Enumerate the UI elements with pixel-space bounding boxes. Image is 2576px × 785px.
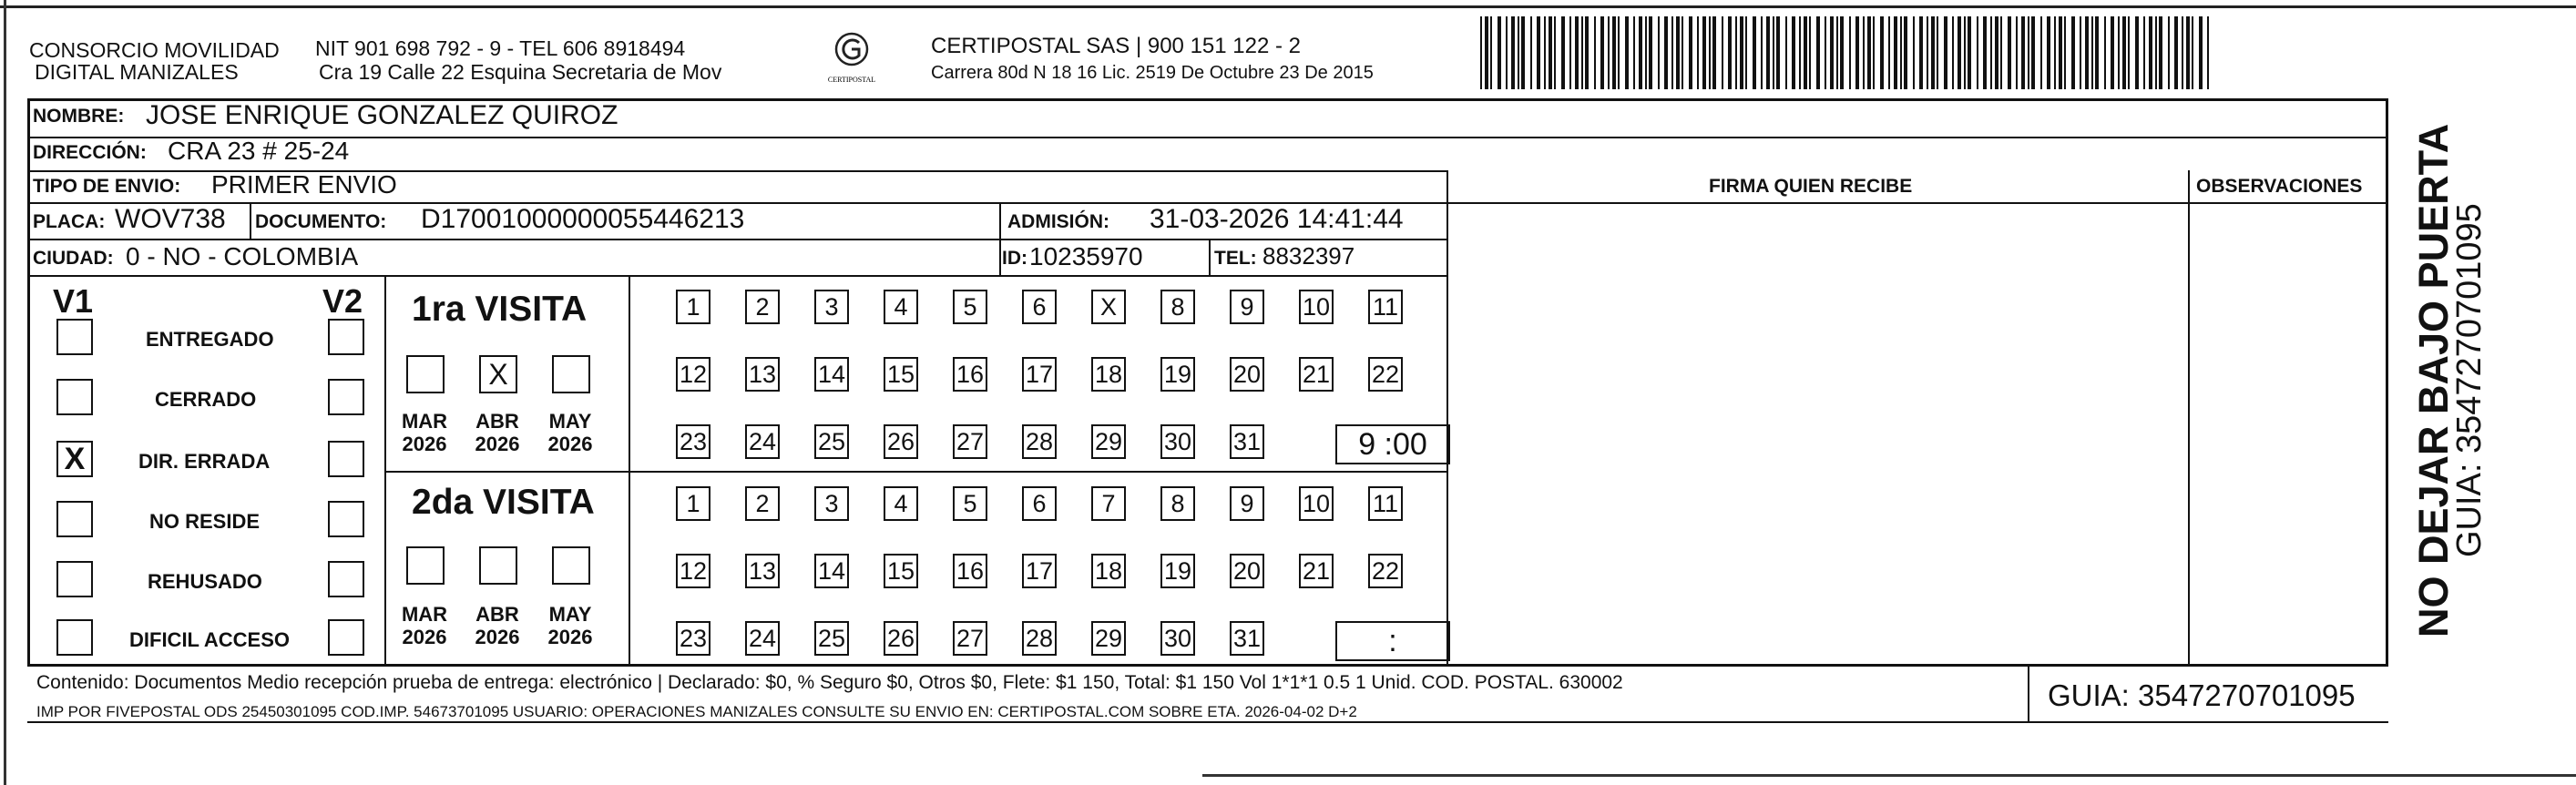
ciudad-label: CIUDAD: xyxy=(33,248,114,269)
barcode-bar xyxy=(2047,16,2050,89)
barcode-bar xyxy=(1511,16,1515,89)
day-box[interactable]: 5 xyxy=(953,290,987,324)
month-label xyxy=(397,410,452,455)
barcode-bar xyxy=(1689,16,1692,89)
v1-checkbox[interactable] xyxy=(56,561,93,597)
barcode-bar xyxy=(1518,16,1519,89)
day-box[interactable]: 12 xyxy=(676,554,710,588)
day-box[interactable]: 7 xyxy=(1091,486,1126,521)
barcode-bar xyxy=(2091,16,2093,89)
day-box[interactable]: 22 xyxy=(1368,554,1403,588)
barcode-bar xyxy=(1952,16,1954,89)
barcode-bar xyxy=(1977,16,1978,89)
admision-label: ADMISIÓN: xyxy=(1007,211,1109,232)
day-box[interactable]: 20 xyxy=(1230,554,1264,588)
month-year: 2026 xyxy=(475,626,520,648)
state-label: REHUSADO xyxy=(148,570,262,593)
barcode-bar xyxy=(1521,16,1525,89)
barcode-bar xyxy=(1625,16,1629,89)
barcode-bar xyxy=(1792,16,1795,89)
company-name-line1: CONSORCIO MOVILIDAD xyxy=(29,38,280,62)
day-box[interactable]: 11 xyxy=(1368,486,1403,521)
barcode-bar xyxy=(2199,16,2203,89)
barcode-bar xyxy=(2095,16,2099,89)
no-dejar-bajo-puerta: NO DEJAR BAJO PUERTA xyxy=(2410,123,2457,637)
barcode-bar xyxy=(1776,16,1780,89)
nombre-label: NOMBRE: xyxy=(33,106,125,127)
day-box[interactable]: 24 xyxy=(745,424,780,459)
barcode-bar xyxy=(1863,16,1865,89)
day-box[interactable]: 18 xyxy=(1091,554,1126,588)
documento-label: DOCUMENTO: xyxy=(255,211,387,232)
barcode-bar xyxy=(1722,16,1723,89)
barcode-bar xyxy=(1612,16,1616,89)
v2-checkbox[interactable] xyxy=(328,379,364,415)
barcode-bar xyxy=(2085,16,2089,89)
barcode-bar xyxy=(1900,16,1902,89)
admision-value: 31-03-2026 14:41:44 xyxy=(1150,204,1404,234)
barcode-bar xyxy=(1855,16,1859,89)
day-box[interactable]: 20 xyxy=(1230,357,1264,392)
barcode-bar xyxy=(2135,16,2139,89)
month-label xyxy=(543,410,598,455)
row-divider xyxy=(27,721,2388,723)
day-box[interactable]: 3 xyxy=(814,290,849,324)
v2-checkbox[interactable] xyxy=(328,619,364,656)
barcode-bar xyxy=(1919,16,1923,89)
tipo-envio-value: PRIMER ENVIO xyxy=(211,170,397,199)
barcode-bar xyxy=(1585,16,1589,89)
column-divider xyxy=(384,275,386,665)
placa-value: WOV738 xyxy=(115,204,226,234)
barcode-bar xyxy=(1649,16,1652,89)
barcode-bar xyxy=(1773,16,1774,89)
day-box[interactable]: 19 xyxy=(1160,554,1195,588)
month-checkbox[interactable] xyxy=(406,355,445,393)
barcode-bar xyxy=(1537,16,1540,89)
barcode-bar xyxy=(2021,16,2025,89)
day-box[interactable]: 2 xyxy=(745,486,780,521)
barcode-bar xyxy=(2064,16,2066,89)
month-year: 2026 xyxy=(402,626,447,648)
barcode-bar xyxy=(1927,16,1928,89)
state-label: CERRADO xyxy=(155,388,257,411)
visit-time-box[interactable]: 9 :00 xyxy=(1335,424,1450,464)
day-box[interactable]: 8 xyxy=(1160,290,1195,324)
day-box[interactable]: 4 xyxy=(884,290,918,324)
day-box[interactable]: 25 xyxy=(814,621,849,656)
row-divider xyxy=(27,275,1448,277)
barcode-bar xyxy=(1697,16,1699,89)
visit2-title: 2da VISITA xyxy=(412,483,595,522)
barcode-bar xyxy=(1608,16,1610,89)
company-nit-line: NIT 901 698 792 - 9 - TEL 606 8918494 xyxy=(315,36,686,60)
column-divider xyxy=(2188,170,2190,667)
barcode-bar xyxy=(1968,16,1971,89)
state-label: DIFICIL ACCESO xyxy=(129,628,291,651)
month-name: MAY xyxy=(548,410,592,433)
barcode-bar xyxy=(2016,16,2018,89)
barcode-bar xyxy=(2028,16,2029,89)
barcode-bar xyxy=(1894,16,1897,89)
barcode-bar xyxy=(2008,16,2011,89)
footer-contenido: Contenido: Documentos Medio recepción prueba de entrega: electrónico | Declarado: $0, % Seguro $0, Otros $0, Flete: $1 150, Total: $1 150 Vol 1*1*1 0.5 1 Unid. COD. POSTAL. 630002 xyxy=(36,672,1623,693)
month-checkbox[interactable] xyxy=(406,546,445,585)
barcode-bar xyxy=(1983,16,1987,89)
barcode-bar xyxy=(1816,16,1820,89)
barcode-bar xyxy=(1799,16,1801,89)
barcode-bar xyxy=(1671,16,1673,89)
day-box[interactable]: 1 xyxy=(676,486,710,521)
barcode-bar xyxy=(1480,16,1482,89)
state-label: DIR. ERRADA xyxy=(138,450,271,473)
barcode-bar xyxy=(1485,16,1488,89)
svg-text:CERTIPOSTAL: CERTIPOSTAL xyxy=(827,76,876,84)
barcode-bar xyxy=(1761,16,1763,89)
barcode-bar xyxy=(1904,16,1907,89)
v1-checkbox[interactable] xyxy=(56,501,93,537)
day-box[interactable]: 9 xyxy=(1230,290,1264,324)
scan-edge-left xyxy=(4,0,6,785)
barcode-bar xyxy=(1990,16,1992,89)
barcode-bar xyxy=(1549,16,1552,89)
barcode-bar xyxy=(2122,16,2126,89)
v1-checkbox[interactable] xyxy=(56,319,93,355)
scan-edge-bottom xyxy=(1202,774,2576,777)
day-box[interactable]: 9 xyxy=(1230,486,1264,521)
barcode-bar xyxy=(2031,16,2035,89)
day-box[interactable]: 15 xyxy=(884,554,918,588)
barcode-bar xyxy=(2149,16,2152,89)
month-name: ABR xyxy=(475,603,519,626)
month-label xyxy=(470,410,525,455)
id-label: ID: xyxy=(1002,248,1027,269)
day-box[interactable]: 25 xyxy=(814,424,849,459)
barcode-bar xyxy=(1506,16,1508,89)
day-box[interactable]: 30 xyxy=(1160,424,1195,459)
direccion-label: DIRECCIÓN: xyxy=(33,142,147,163)
direccion-value: CRA 23 # 25-24 xyxy=(168,137,350,165)
barcode-bar xyxy=(1785,16,1787,89)
day-box[interactable]: 10 xyxy=(1299,486,1334,521)
v1-checkbox[interactable] xyxy=(56,619,93,656)
day-box[interactable]: 2 xyxy=(745,290,780,324)
day-box[interactable]: 13 xyxy=(745,554,780,588)
day-box[interactable]: 3 xyxy=(814,486,849,521)
day-box[interactable]: 16 xyxy=(953,357,987,392)
month-checkbox[interactable] xyxy=(552,546,590,585)
barcode-bar xyxy=(2071,16,2075,89)
month-year: 2026 xyxy=(402,433,447,455)
day-box[interactable]: 5 xyxy=(953,486,987,521)
barcode-bar xyxy=(1840,16,1844,89)
barcode-bar xyxy=(2000,16,2002,89)
month-label xyxy=(397,603,452,648)
tel-label: TEL: xyxy=(1214,248,1257,269)
column-divider xyxy=(629,275,630,665)
barcode-bar xyxy=(1937,16,1938,89)
barcode-bar xyxy=(1633,16,1635,89)
day-box[interactable]: 21 xyxy=(1299,554,1334,588)
barcode-bar xyxy=(1581,16,1583,89)
column-divider xyxy=(1209,239,1211,275)
month-name: ABR xyxy=(475,410,519,433)
barcode-bar xyxy=(1849,16,1851,89)
column-divider xyxy=(1446,170,1448,667)
barcode-bar xyxy=(2186,16,2190,89)
barcode-bar xyxy=(1594,16,1596,89)
column-divider xyxy=(999,202,1001,275)
placa-label: PLACA: xyxy=(33,211,106,232)
certipostal-logo xyxy=(815,27,888,91)
barcode-bar xyxy=(1735,16,1737,89)
barcode-bar xyxy=(2159,16,2162,89)
barcode-bar xyxy=(2040,16,2042,89)
v2-checkbox[interactable] xyxy=(328,441,364,477)
day-box[interactable]: 28 xyxy=(1022,621,1057,656)
day-box[interactable]: 4 xyxy=(884,486,918,521)
barcode-bar xyxy=(1931,16,1935,89)
day-box[interactable]: 11 xyxy=(1368,290,1403,324)
month-year: 2026 xyxy=(547,626,593,648)
barcode-bar xyxy=(1569,16,1571,89)
month-checkbox[interactable] xyxy=(552,355,590,393)
day-box[interactable]: 23 xyxy=(676,424,710,459)
ciudad-value: 0 - NO - COLOMBIA xyxy=(126,242,359,270)
company-address-line: Cra 19 Calle 22 Esquina Secretaria de Mov xyxy=(319,60,722,84)
state-label: ENTREGADO xyxy=(146,328,274,351)
barcode-bar xyxy=(1873,16,1875,89)
barcode-bar xyxy=(1804,16,1807,89)
barcode-bar xyxy=(2118,16,2120,89)
barcode xyxy=(1480,16,2213,89)
barcode-bar xyxy=(2168,16,2170,89)
courier-address-line: Carrera 80d N 18 16 Lic. 2519 De Octubre 23 De 2015 xyxy=(931,63,1374,83)
barcode-bar xyxy=(2059,16,2062,89)
day-box[interactable]: 12 xyxy=(676,357,710,392)
footer-imp-line: IMP POR FIVEPOSTAL ODS 25450301095 COD.IMP. 54673701095 USUARIO: OPERACIONES MANIZALES CONSULTE SU ENVIO EN: CERTIPOSTAL.COM SOBRE ETA. 2026-04-02 D+2 xyxy=(36,703,1357,720)
day-box[interactable]: 6 xyxy=(1022,290,1057,324)
barcode-bar xyxy=(1836,16,1838,89)
day-box[interactable]: 29 xyxy=(1091,424,1126,459)
v2-checkbox[interactable] xyxy=(328,501,364,537)
barcode-bar xyxy=(1753,16,1756,89)
row-divider xyxy=(27,239,1448,240)
row-divider xyxy=(27,665,2388,667)
month-year: 2026 xyxy=(475,433,520,455)
barcode-bar xyxy=(1575,16,1579,89)
barcode-bar xyxy=(1561,16,1565,89)
tipo-envio-label: TIPO DE ENVIO: xyxy=(33,176,181,197)
barcode-bar xyxy=(1728,16,1732,89)
barcode-bar xyxy=(1880,16,1884,89)
day-box[interactable]: 18 xyxy=(1091,357,1126,392)
barcode-bar xyxy=(1676,16,1680,89)
day-box[interactable]: 30 xyxy=(1160,621,1195,656)
day-box[interactable]: 31 xyxy=(1230,621,1264,656)
barcode-bar xyxy=(2155,16,2157,89)
day-box[interactable]: 24 xyxy=(745,621,780,656)
day-box[interactable]: 31 xyxy=(1230,424,1264,459)
scan-edge-top xyxy=(0,5,2576,8)
day-box[interactable]: 27 xyxy=(953,621,987,656)
barcode-bar xyxy=(1709,16,1711,89)
month-label xyxy=(543,603,598,648)
barcode-bar xyxy=(1995,16,1998,89)
month-label xyxy=(470,603,525,648)
barcode-bar xyxy=(1498,16,1501,89)
day-box[interactable]: 10 xyxy=(1299,290,1334,324)
barcode-bar xyxy=(1944,16,1947,89)
day-box[interactable]: 26 xyxy=(884,424,918,459)
row-divider xyxy=(27,137,2388,138)
firma-quien-recibe-label: FIRMA QUIEN RECIBE xyxy=(1709,176,1913,197)
day-box[interactable]: 14 xyxy=(814,554,849,588)
barcode-bar xyxy=(1600,16,1604,89)
v1-checkbox[interactable] xyxy=(56,379,93,415)
barcode-bar xyxy=(1809,16,1811,89)
v1-checkbox[interactable]: X xyxy=(56,441,93,477)
day-box[interactable]: 1 xyxy=(676,290,710,324)
visit1-title: 1ra VISITA xyxy=(412,290,588,329)
day-box[interactable]: 8 xyxy=(1160,486,1195,521)
barcode-bar xyxy=(1645,16,1647,89)
barcode-bar xyxy=(1740,16,1743,89)
day-box[interactable]: 15 xyxy=(884,357,918,392)
barcode-bar xyxy=(1702,16,1706,89)
day-box[interactable]: 17 xyxy=(1022,357,1057,392)
barcode-bar xyxy=(1530,16,1532,89)
barcode-bar xyxy=(1618,16,1620,89)
day-box[interactable]: 14 xyxy=(814,357,849,392)
barcode-bar xyxy=(2080,16,2081,89)
day-box[interactable]: 13 xyxy=(745,357,780,392)
v2-checkbox[interactable] xyxy=(328,319,364,355)
v2-header: V2 xyxy=(322,282,363,320)
day-box[interactable]: 21 xyxy=(1299,357,1334,392)
barcode-bar xyxy=(1825,16,1826,89)
day-box[interactable]: 23 xyxy=(676,621,710,656)
day-box[interactable]: 17 xyxy=(1022,554,1057,588)
barcode-bar xyxy=(2128,16,2130,89)
barcode-bar xyxy=(1867,16,1871,89)
column-divider xyxy=(250,202,251,240)
day-box[interactable]: 27 xyxy=(953,424,987,459)
barcode-bar xyxy=(1964,16,1966,89)
barcode-bar xyxy=(2207,16,2209,89)
courier-name-line: CERTIPOSTAL SAS | 900 151 122 - 2 xyxy=(931,34,1301,58)
month-name: MAR xyxy=(401,410,448,433)
v1-header: V1 xyxy=(53,282,94,320)
barcode-bar xyxy=(2104,16,2106,89)
month-checkbox[interactable]: X xyxy=(479,355,517,393)
nombre-value: JOSE ENRIQUE GONZALEZ QUIROZ xyxy=(146,100,618,130)
barcode-bar xyxy=(1664,16,1668,89)
day-box[interactable]: 6 xyxy=(1022,486,1057,521)
observaciones-label: OBSERVACIONES xyxy=(2196,176,2363,197)
column-divider xyxy=(2028,665,2029,721)
barcode-bar xyxy=(1766,16,1770,89)
day-box[interactable]: X xyxy=(1091,290,1126,324)
barcode-bar xyxy=(1888,16,1890,89)
visit-time-box[interactable]: : xyxy=(1335,621,1450,661)
barcode-bar xyxy=(1958,16,1961,89)
month-name: MAY xyxy=(548,603,592,626)
barcode-bar xyxy=(2111,16,2114,89)
barcode-bar xyxy=(2174,16,2178,89)
day-box[interactable]: 28 xyxy=(1022,424,1057,459)
company-name-line2: DIGITAL MANIZALES xyxy=(35,60,239,84)
tel-value: 8832397 xyxy=(1262,242,1355,270)
month-checkbox[interactable] xyxy=(479,546,517,585)
barcode-bar xyxy=(1830,16,1834,89)
side-guia-number: GUIA: 3547270701095 xyxy=(2450,203,2489,557)
barcode-bar xyxy=(1745,16,1747,89)
barcode-bar xyxy=(1712,16,1716,89)
barcode-bar xyxy=(2054,16,2056,89)
barcode-bar xyxy=(2192,16,2193,89)
month-name: MAR xyxy=(401,603,448,626)
barcode-bar xyxy=(2182,16,2183,89)
barcode-bar xyxy=(1554,16,1556,89)
day-box[interactable]: 26 xyxy=(884,621,918,656)
barcode-bar xyxy=(1490,16,1492,89)
barcode-bar xyxy=(1658,16,1660,89)
v2-checkbox[interactable] xyxy=(328,561,364,597)
documento-value: D17001000000055446213 xyxy=(421,204,745,234)
certipostal-logo-icon xyxy=(815,27,888,91)
id-value: 10235970 xyxy=(1029,242,1143,270)
barcode-bar xyxy=(1544,16,1546,89)
day-box[interactable]: 19 xyxy=(1160,357,1195,392)
day-box[interactable]: 22 xyxy=(1368,357,1403,392)
state-label: NO RESIDE xyxy=(149,510,261,533)
day-box[interactable]: 16 xyxy=(953,554,987,588)
barcode-bar xyxy=(1639,16,1642,89)
barcode-bar xyxy=(1682,16,1683,89)
barcode-bar xyxy=(2143,16,2145,89)
day-box[interactable]: 29 xyxy=(1091,621,1126,656)
month-year: 2026 xyxy=(547,433,593,455)
barcode-bar xyxy=(1913,16,1915,89)
row-divider xyxy=(384,471,1448,473)
guia-footer-value: GUIA: 3547270701095 xyxy=(2048,678,2356,712)
